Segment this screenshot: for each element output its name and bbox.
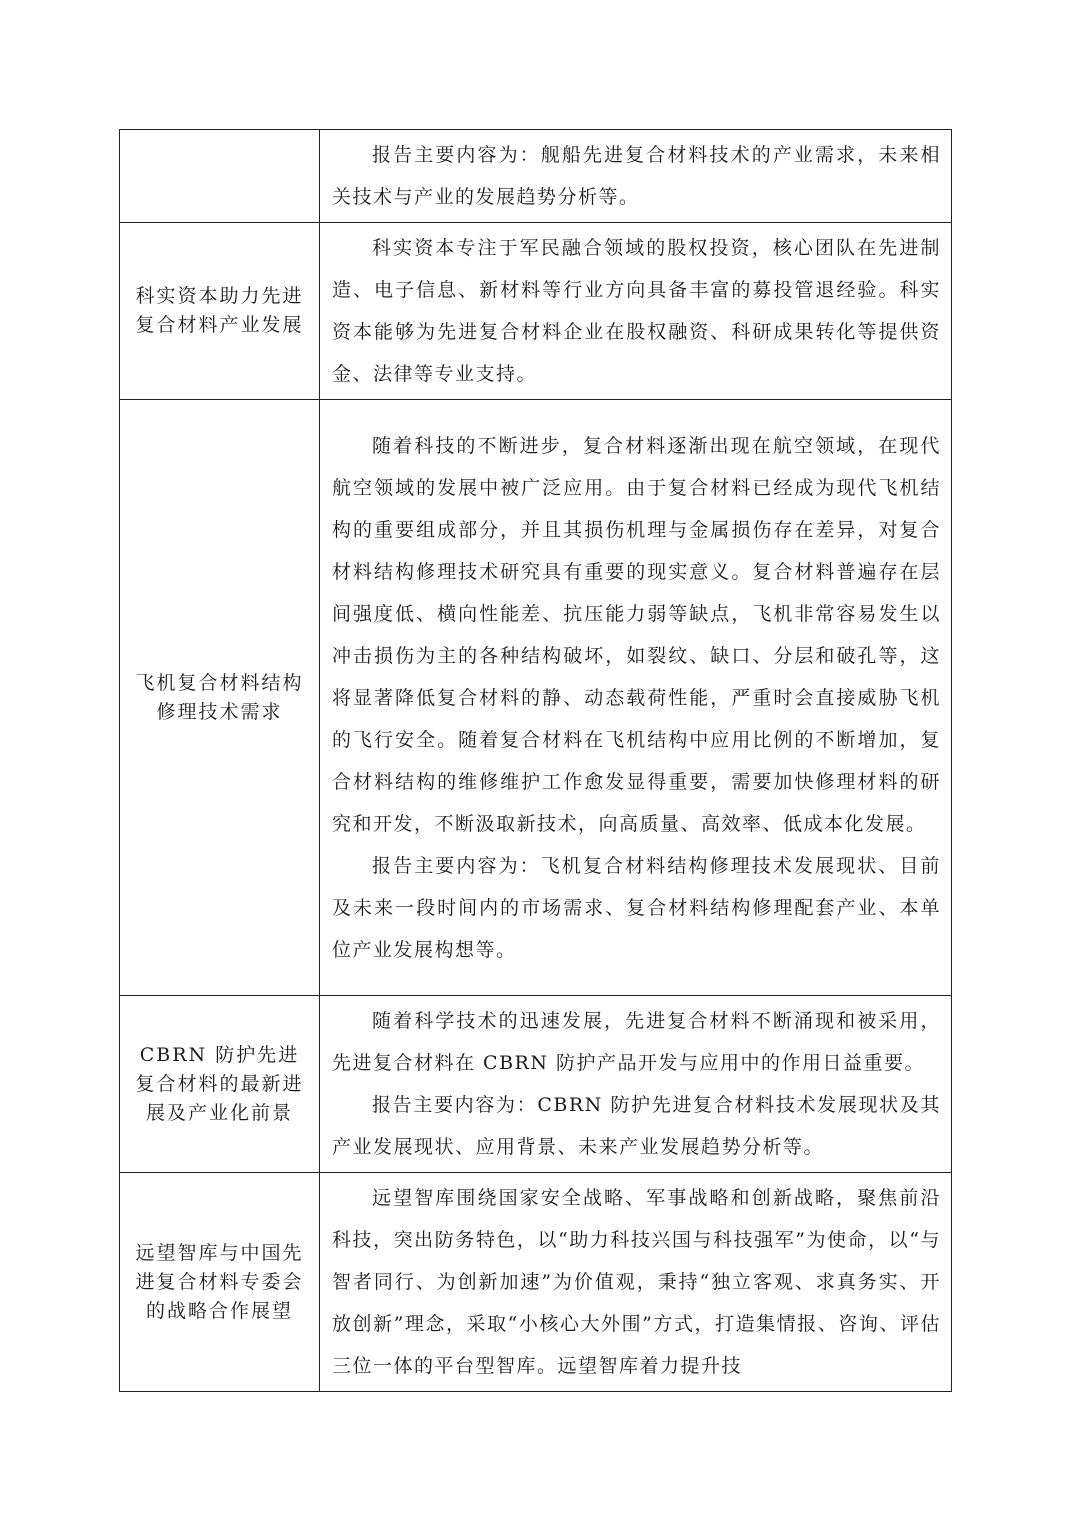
content-cell	[320, 400, 952, 996]
table-row	[120, 1173, 952, 1392]
content-paragraph: 科实资本专注于军民融合领域的股权投资，核心团队在先进制造、电子信息、新材料等行业方向具备丰富的募投管退经验。科实资本能够为先进复合材料企业在股权融资、科研成果转化等提供资金、法律等专业支持。	[332, 237, 941, 385]
topic-cell: 远望智库与中国先进复合材料专委会的战略合作展望	[120, 1173, 320, 1392]
table-row	[120, 130, 952, 223]
topic-cell: CBRN 防护先进复合材料的最新进展及产业化前景	[120, 996, 320, 1173]
content-cell	[320, 223, 952, 400]
topic-cell	[120, 130, 320, 223]
content-paragraph: 报告主要内容为：飞机复合材料结构修理技术发展现状、目前及未来一段时间内的市场需求、复合材料结构修理配套产业、本单位产业发展构想等。	[332, 854, 941, 961]
content-paragraph: 随着科学技术的迅速发展，先进复合材料不断涌现和被采用，先进复合材料在 CBRN 防护产品开发与应用中的作用日益重要。	[332, 1010, 941, 1074]
table-row	[120, 996, 952, 1173]
content-cell	[320, 1173, 952, 1392]
topic-cell: 飞机复合材料结构修理技术需求	[120, 400, 320, 996]
table-row	[120, 223, 952, 400]
content-paragraph: 远望智库围绕国家安全战略、军事战略和创新战略，聚焦前沿科技，突出防务特色，以“助力科技兴国与科技强军”为使命，以“与智者同行、为创新加速”为价值观，秉持“独立客观、求真务实、开放创新”理念，采取“小核心大外围”方式，打造集情报、咨询、评估三位一体的平台型智库。远望智库着力提升技	[332, 1187, 941, 1377]
content-paragraph: 报告主要内容为：CBRN 防护先进复合材料技术发展现状及其产业发展现状、应用背景、未来产业发展趋势分析等。	[332, 1094, 941, 1158]
table-row	[120, 400, 952, 996]
topic-cell: 科实资本助力先进复合材料产业发展	[120, 223, 320, 400]
content-cell	[320, 996, 952, 1173]
content-cell	[320, 130, 952, 223]
content-paragraph: 随着科技的不断进步，复合材料逐渐出现在航空领域，在现代航空领域的发展中被广泛应用。由于复合材料已经成为现代飞机结构的重要组成部分，并且其损伤机理与金属损伤存在差异，对复合材料结构修理技术研究具有重要的现实意义。复合材料普遍存在层间强度低、横向性能差、抗压能力弱等缺点，飞机非常容易发生以冲击损伤为主的各种结构破坏，如裂纹、缺口、分层和破孔等，这将显著降低复合材料的静、动态载荷性能，严重时会直接威胁飞机的飞行安全。随着复合材料在飞机结构中应用比例的不断增加，复合材料结构的维修维护工作愈发显得重要，需要加快修理材料的研究和开发，不断汲取新技术，向高质量、高效率、低成本化发展。	[332, 434, 941, 835]
content-paragraph: 报告主要内容为：舰船先进复合材料技术的产业需求，未来相关技术与产业的发展趋势分析等。	[332, 144, 941, 208]
document-table	[119, 129, 952, 1392]
